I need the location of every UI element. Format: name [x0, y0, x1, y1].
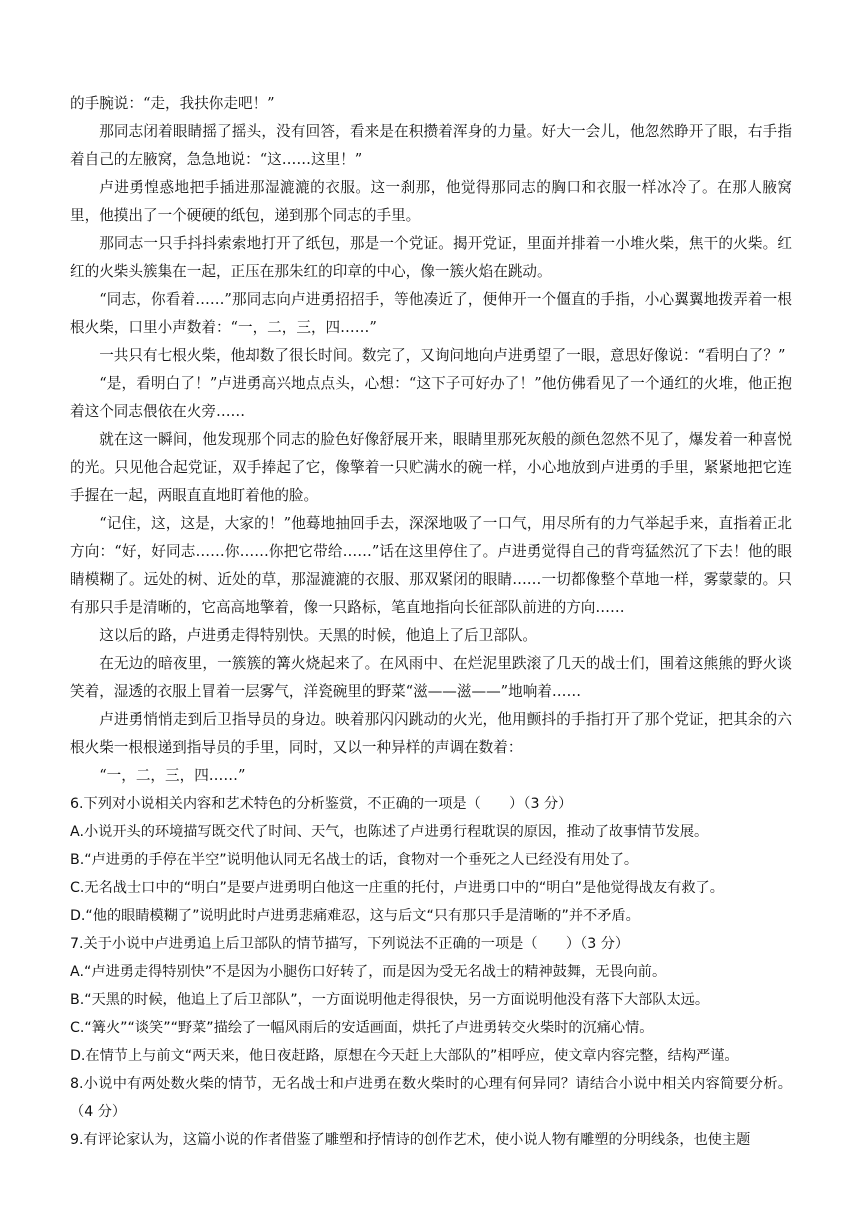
question-option: C.“篝火”“谈笑”“野菜”描绘了一幅风雨后的安适画面，烘托了卢进勇转交火柴时的沉痛心情。: [70, 1020, 654, 1036]
story-paragraph: “一，二，三，四……”: [99, 767, 246, 784]
story-paragraph: “是，看明白了！”卢进勇高兴地点点头，心想：“这下子可好办了！”他仿佛看见了一个通红的火堆，他正抱着这个同志偎依在火旁……: [70, 375, 792, 420]
question-8: [70, 1070, 792, 1126]
question-9: [70, 1126, 792, 1154]
question-option: D.“他的眼睛模糊了”说明此时卢进勇悲痛难忍，这与后文“只有那只手是清晰的”并不矛盾。: [70, 908, 640, 924]
story-paragraph: 在无边的暗夜里，一簇簇的篝火烧起来了。在风雨中、在烂泥里跌滚了几天的战士们，围着这熊熊的野火谈笑着，湿透的衣服上冒着一层雾气，洋瓷碗里的野菜“滋——滋——”地响着……: [70, 655, 792, 700]
question-option: A.小说开头的环境描写既交代了时间、天气，也陈述了卢进勇行程耽误的原因，推动了故事情节发展。: [70, 824, 709, 840]
story-paragraph: 一共只有七根火柴，他却数了很长时间。数完了，又询问地向卢进勇望了一眼，意思好像说：“看明白了？”: [99, 347, 786, 364]
question-7: [70, 930, 792, 1070]
question-stem: 7.关于小说中卢进勇追上后卫部队的情节描写，下列说法不正确的一项是（ ）（3 分）: [70, 936, 630, 952]
story-paragraph: “同志，你看着……”那同志向卢进勇招招手，等他凑近了，便伸开一个僵直的手指，小心翼翼地拨弄着一根根火柴，口里小声数着：“一，二，三，四……”: [70, 291, 792, 336]
question-option: B.“天黑的时候，他追上了后卫部队”，一方面说明他走得很快，另一方面说明他没有落下大部队太远。: [70, 992, 710, 1008]
exam-page: [70, 90, 792, 1154]
story-paragraph: 卢进勇悄悄走到后卫指导员的身边。映着那闪闪跳动的火光，他用颤抖的手指打开了那个党证，把其余的六根火柴一根根递到指导员的手里，同时，又以一种异样的声调在数着：: [70, 711, 792, 756]
story-paragraph: “记住，这，这是，大家的！”他蓦地抽回手去，深深地吸了一口气，用尽所有的力气举起手来，直指着正北方向：“好，好同志……你……你把它带给……”话在这里停住了。卢进勇觉得自己的背弯猛然沉了下去！他的眼睛模糊了。远处的树、近处的草，那湿漉漉的衣服、那双紧闭的眼睛……一切都像整个草地一样，雾蒙蒙的。只有那只手是清晰的，它高高地擎着，像一只路标，笔直地指向长征部队前进的方向……: [70, 515, 792, 616]
story-paragraph: 卢进勇惶惑地把手插进那湿漉漉的衣服。这一刹那，他觉得那同志的胸口和衣服一样冰冷了。在那人腋窝里，他摸出了一个硬硬的纸包，递到那个同志的手里。: [70, 179, 792, 224]
story-paragraph: 就在这一瞬间，他发现那个同志的脸色好像舒展开来，眼睛里那死灰般的颜色忽然不见了，爆发着一种喜悦的光。只见他合起党证，双手捧起了它，像擎着一只贮满水的碗一样，小心地放到卢进勇的手里，紧紧地把它连手握在一起，两眼直直地盯着他的脸。: [70, 431, 792, 504]
question-option: A.“卢进勇走得特别快”不是因为小腿伤口好转了，而是因为受无名战士的精神鼓舞，无畏向前。: [70, 964, 667, 980]
question-6: [70, 790, 792, 930]
question-option: D.在情节上与前文“两天来，他日夜赶路，原想在今天赶上大部队的”相呼应，使文章内容完整，结构严谨。: [70, 1048, 739, 1064]
question-stem: 8.小说中有两处数火柴的情节，无名战士和卢进勇在数火柴时的心理有何异同？请结合小说中相关内容简要分析。（4 分）: [70, 1076, 792, 1120]
question-stem: 9.有评论家认为，这篇小说的作者借鉴了雕塑和抒情诗的创作艺术，使小说人物有雕塑的分明线条，也使主题: [70, 1132, 751, 1148]
story-paragraph: 那同志一只手抖抖索索地打开了纸包，那是一个党证。揭开党证，里面并排着一小堆火柴，焦干的火柴。红红的火柴头簇集在一起，正压在那朱红的印章的中心，像一簇火焰在跳动。: [70, 235, 792, 280]
story-paragraph: 那同志闭着眼睛摇了摇头，没有回答，看来是在积攒着浑身的力量。好大一会儿，他忽然睁开了眼，右手指着自己的左腋窝，急急地说：“这……这里！”: [70, 123, 792, 168]
story-paragraph: 的手腕说：“走，我扶你走吧！”: [70, 95, 275, 112]
question-option: C.无名战士口中的“明白”是要卢进勇明白他这一庄重的托付，卢进勇口中的“明白”是他觉得战友有救了。: [70, 880, 724, 896]
story-paragraph: 这以后的路，卢进勇走得特别快。天黑的时候，他追上了后卫部队。: [99, 627, 538, 644]
question-stem: 6.下列对小说相关内容和艺术特色的分析鉴赏，不正确的一项是（ ）（3 分）: [70, 796, 573, 812]
story-text: [70, 90, 792, 790]
question-option: B.“卢进勇的手停在半空”说明他认同无名战士的话，食物对一个垂死之人已经没有用处了。: [70, 852, 639, 868]
